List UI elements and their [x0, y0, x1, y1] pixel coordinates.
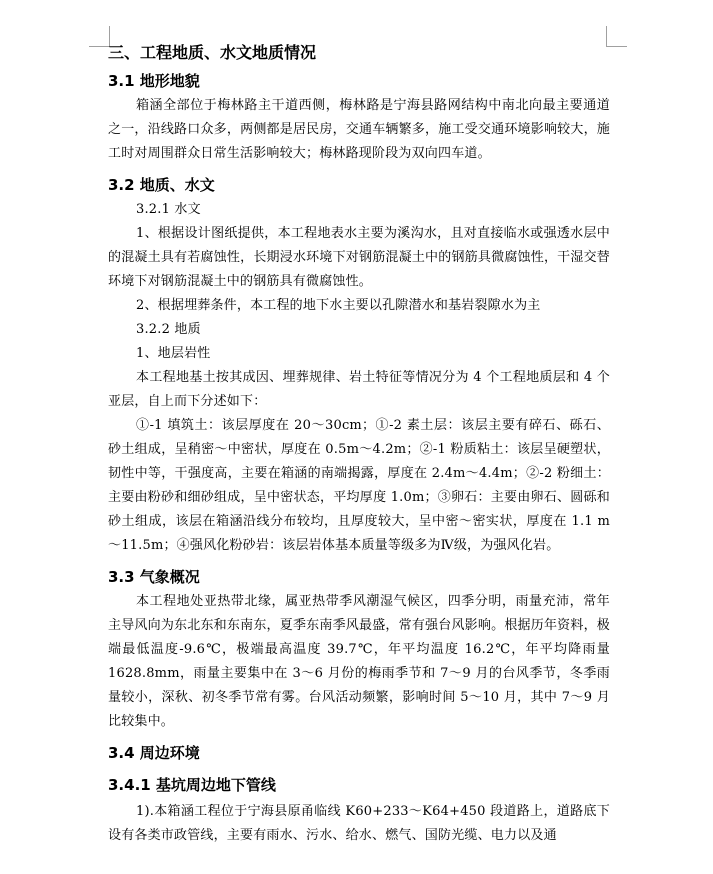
heading-3-4: 3.4 周边环境 [108, 744, 200, 762]
paragraph-hydrology-1: 1、根据设计图纸提供，本工程地表水主要为溪沟水，且对直接临水或强透水层中的混凝土具有若腐蚀性，长期浸水环境下对钢筋混凝土中的钢筋具微腐蚀性，干湿交替环境下对钢筋混凝土中的钢筋具有微腐蚀性。 [108, 226, 610, 289]
heading-3-1: 3.1 地形地貌 [108, 72, 200, 90]
paragraph-hydrology-2: 2、根据埋葬条件，本工程的地下水主要以孔隙潜水和基岩裂隙水为主 [136, 298, 541, 313]
paragraph-strata-title: 1、地层岩性 [136, 346, 211, 361]
paragraph-strata-intro: 本工程地基土按其成因、埋葬规律、岩土特征等情况分为 4 个工程地质层和 4 个亚层，自上而下分述如下： [108, 370, 610, 409]
section-title: 三、工程地质、水文地质情况 [108, 43, 317, 62]
paragraph-pipelines: 1).本箱涵工程位于宁海县原甬临线 K60+233～K64+450 段道路上，道路底下设有各类市政管线，主要有雨水、污水、给水、燃气、国防光缆、电力以及通 [108, 804, 610, 843]
heading-3-3: 3.3 气象概况 [108, 568, 200, 586]
page-corner-mark-left [89, 26, 110, 47]
paragraph-terrain: 箱涵全部位于梅林路主干道西侧，梅林路是宁海县路网结构中南北向最主要通道之一，沿线路口众多，两侧都是居民房，交通车辆繁多，施工受交通环境影响较大，施工时对周围群众日常生活影响较大；梅林路现阶段为双向四车道。 [108, 98, 610, 161]
subheading-3-2-2: 3.2.2 地质 [136, 322, 201, 337]
heading-3-4-1: 3.4.1 基坑周边地下管线 [108, 776, 276, 794]
paragraph-climate: 本工程地处亚热带北缘，属亚热带季风潮湿气候区，四季分明，雨量充沛，常年主导风向为东北东和东南东，夏季东南季风最盛，常有强台风影响。根据历年资料，极端最低温度-9.6℃，极端最高温度 39.7℃，年平均温度 16.2℃，年平均降雨量 1628.8mm，雨量主要集中在 3～6 月份的梅雨季节和 7～9 月的台风季节，冬季雨量较小，深秋、初冬季节常有雾。台风活动频繁，影响时间 5～10 月，其中 7～9 月比较集中。 [108, 594, 610, 729]
paragraph-strata-detail: ①-1 填筑土：该层厚度在 20～30cm；①-2 素土层：该层主要有碎石、砾石、砂土组成，呈稍密～中密状，厚度在 0.5m～4.2m；②-1 粉质粘土：该层呈硬塑状，韧性中等，干强度高，主要在箱涵的南端揭露，厚度在 2.4m～4.4m；②-2 粉细土：主要由粉砂和细砂组成，呈中密状态，平均厚度 1.0m；③卵石：主要由卵石、圆砾和砂土组成，该层在箱涵沿线分布较均，且厚度较大，呈中密～密实状，厚度在 1.1 m～11.5m；④强风化粉砂岩：该层岩体基本质量等级多为Ⅳ级，为强风化岩。 [108, 418, 610, 553]
subheading-3-2-1: 3.2.1 水文 [136, 202, 201, 217]
heading-3-2: 3.2 地质、水文 [108, 176, 215, 194]
document-page [108, 38, 610, 848]
